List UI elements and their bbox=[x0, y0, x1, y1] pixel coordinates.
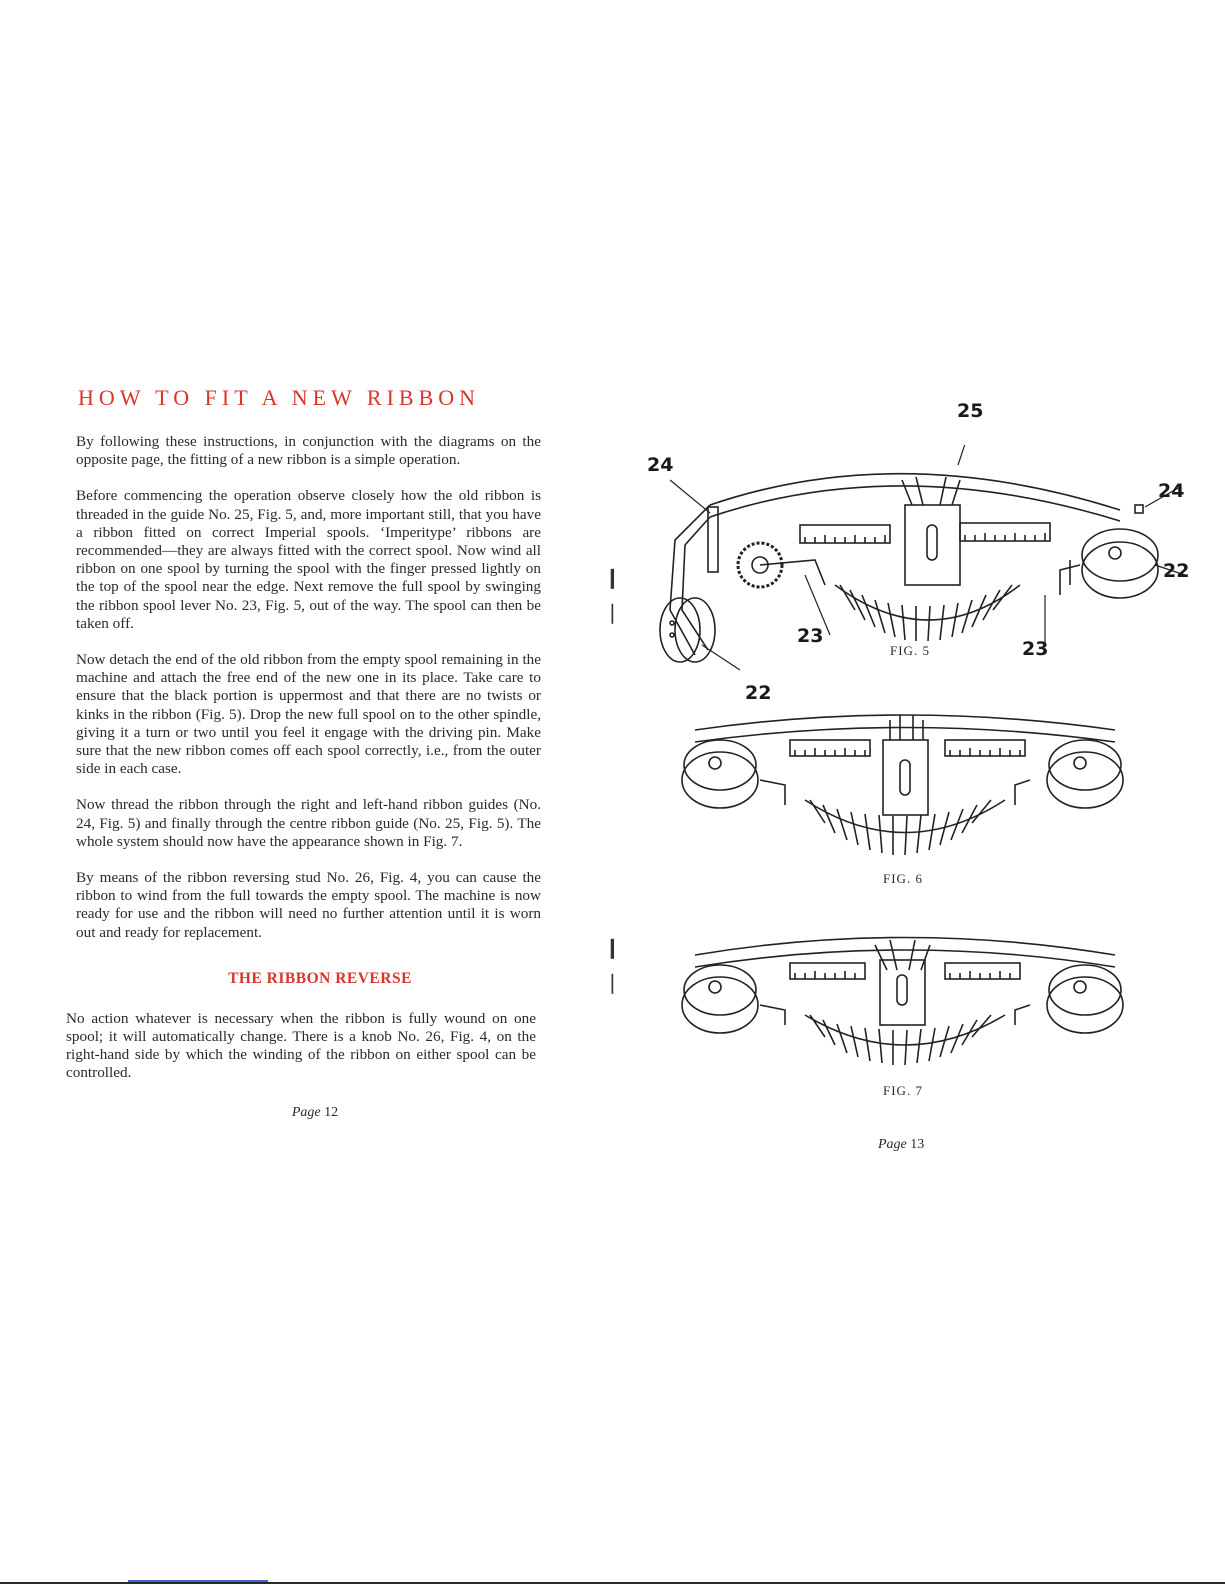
callout-label: 23 bbox=[797, 625, 824, 647]
figure-caption: FIG. 5 bbox=[890, 643, 930, 658]
left-page bbox=[60, 370, 550, 1121]
paragraph-intro: By following these instructions, in conjunction with the diagrams on the opposite page, the fitting of a new ribbon is a simple operation. bbox=[76, 433, 541, 469]
folio-word: Page bbox=[291, 1104, 321, 1120]
section-heading: THE RIBBON REVERSE bbox=[228, 969, 412, 987]
figure-6 bbox=[675, 705, 1135, 886]
paragraph-ribbon-reverse: No action whatever is necessary when the ribbon is fully wound on one spool; it will automatically change. There is a knob No. 26, Fig. 4, on the right-hand side by which the winding of the ribbon on either spool can be controlled. bbox=[66, 1009, 536, 1082]
figure-7 bbox=[675, 925, 1135, 1098]
ribbon-threaded-diagram-icon bbox=[675, 705, 1135, 875]
callout-label: 24 bbox=[647, 454, 674, 476]
callout-label: 23 bbox=[1022, 638, 1049, 660]
figure-caption: FIG. 7 bbox=[883, 1083, 923, 1098]
gutter-mark-icon: ❙ bbox=[604, 937, 621, 959]
folio-number: 13 bbox=[910, 1137, 925, 1152]
callout-label: 22 bbox=[1163, 560, 1190, 582]
right-page bbox=[610, 390, 1210, 1170]
ribbon-complete-diagram-icon bbox=[675, 925, 1135, 1075]
gutter-mark-icon: ❙ bbox=[604, 567, 621, 589]
figure-5 bbox=[640, 445, 1200, 685]
bottom-border-line bbox=[0, 1582, 1225, 1584]
page-title: HOW TO FIT A NEW RIBBON bbox=[78, 385, 481, 410]
paragraph-before-commencing: Before commencing the operation observe closely how the old ribbon is threaded in the guide No. 25, Fig. 5, and, more important still, that you have a ribbon fitted on correct Imperial spools. ‘Imperitype’ ribbons are recommended—they are always fitted with the correct spool. Now wind all ribbon on one spool by turning the spool with the finger pressed lightly on the top of the spool near the edge. Next remove the full spool by swinging the ribbon spool lever No. 23, Fig. 5, out of the way. The spool can then be taken off. bbox=[76, 487, 541, 632]
page-number-right bbox=[878, 1137, 924, 1153]
folio-number: 12 bbox=[324, 1104, 339, 1120]
folio-word: Page bbox=[878, 1137, 907, 1152]
callout-label: 24 bbox=[1158, 480, 1185, 502]
paragraph-reversing-stud: By means of the ribbon reversing stud No. 26, Fig. 4, you can cause the ribbon to wind from the full towards the empty spool. The machine is now ready for use and the ribbon will need no further attention until it is worn out and ready for replacement. bbox=[76, 869, 541, 941]
figure-caption: FIG. 6 bbox=[883, 871, 923, 886]
paragraph-thread: Now thread the ribbon through the right and left-hand ribbon guides (No. 24, Fig. 5) and finally through the centre ribbon guide (No. 25, Fig. 5). The whole system should now have the appearance shown in Fig. 7. bbox=[76, 796, 541, 850]
callout-label: 22 bbox=[745, 682, 772, 704]
page-number-left bbox=[80, 1105, 550, 1121]
gutter-mark-icon: ❘ bbox=[604, 602, 621, 624]
paragraph-detach: Now detach the end of the old ribbon from the empty spool remaining in the machine and attach the free end of the new one in its place. Take care to ensure that the black portion is uppermost and that there are no twists or kinks in the ribbon (Fig. 5). Drop the new full spool on to the other spindle, giving it a turn or two until you feel it engage with the driving pin. Make sure that the new ribbon comes off each spool correctly, i.e., from the outer side in each case. bbox=[76, 651, 541, 778]
callout-label: 25 bbox=[957, 400, 984, 422]
gutter-mark-icon: ❘ bbox=[604, 972, 621, 994]
